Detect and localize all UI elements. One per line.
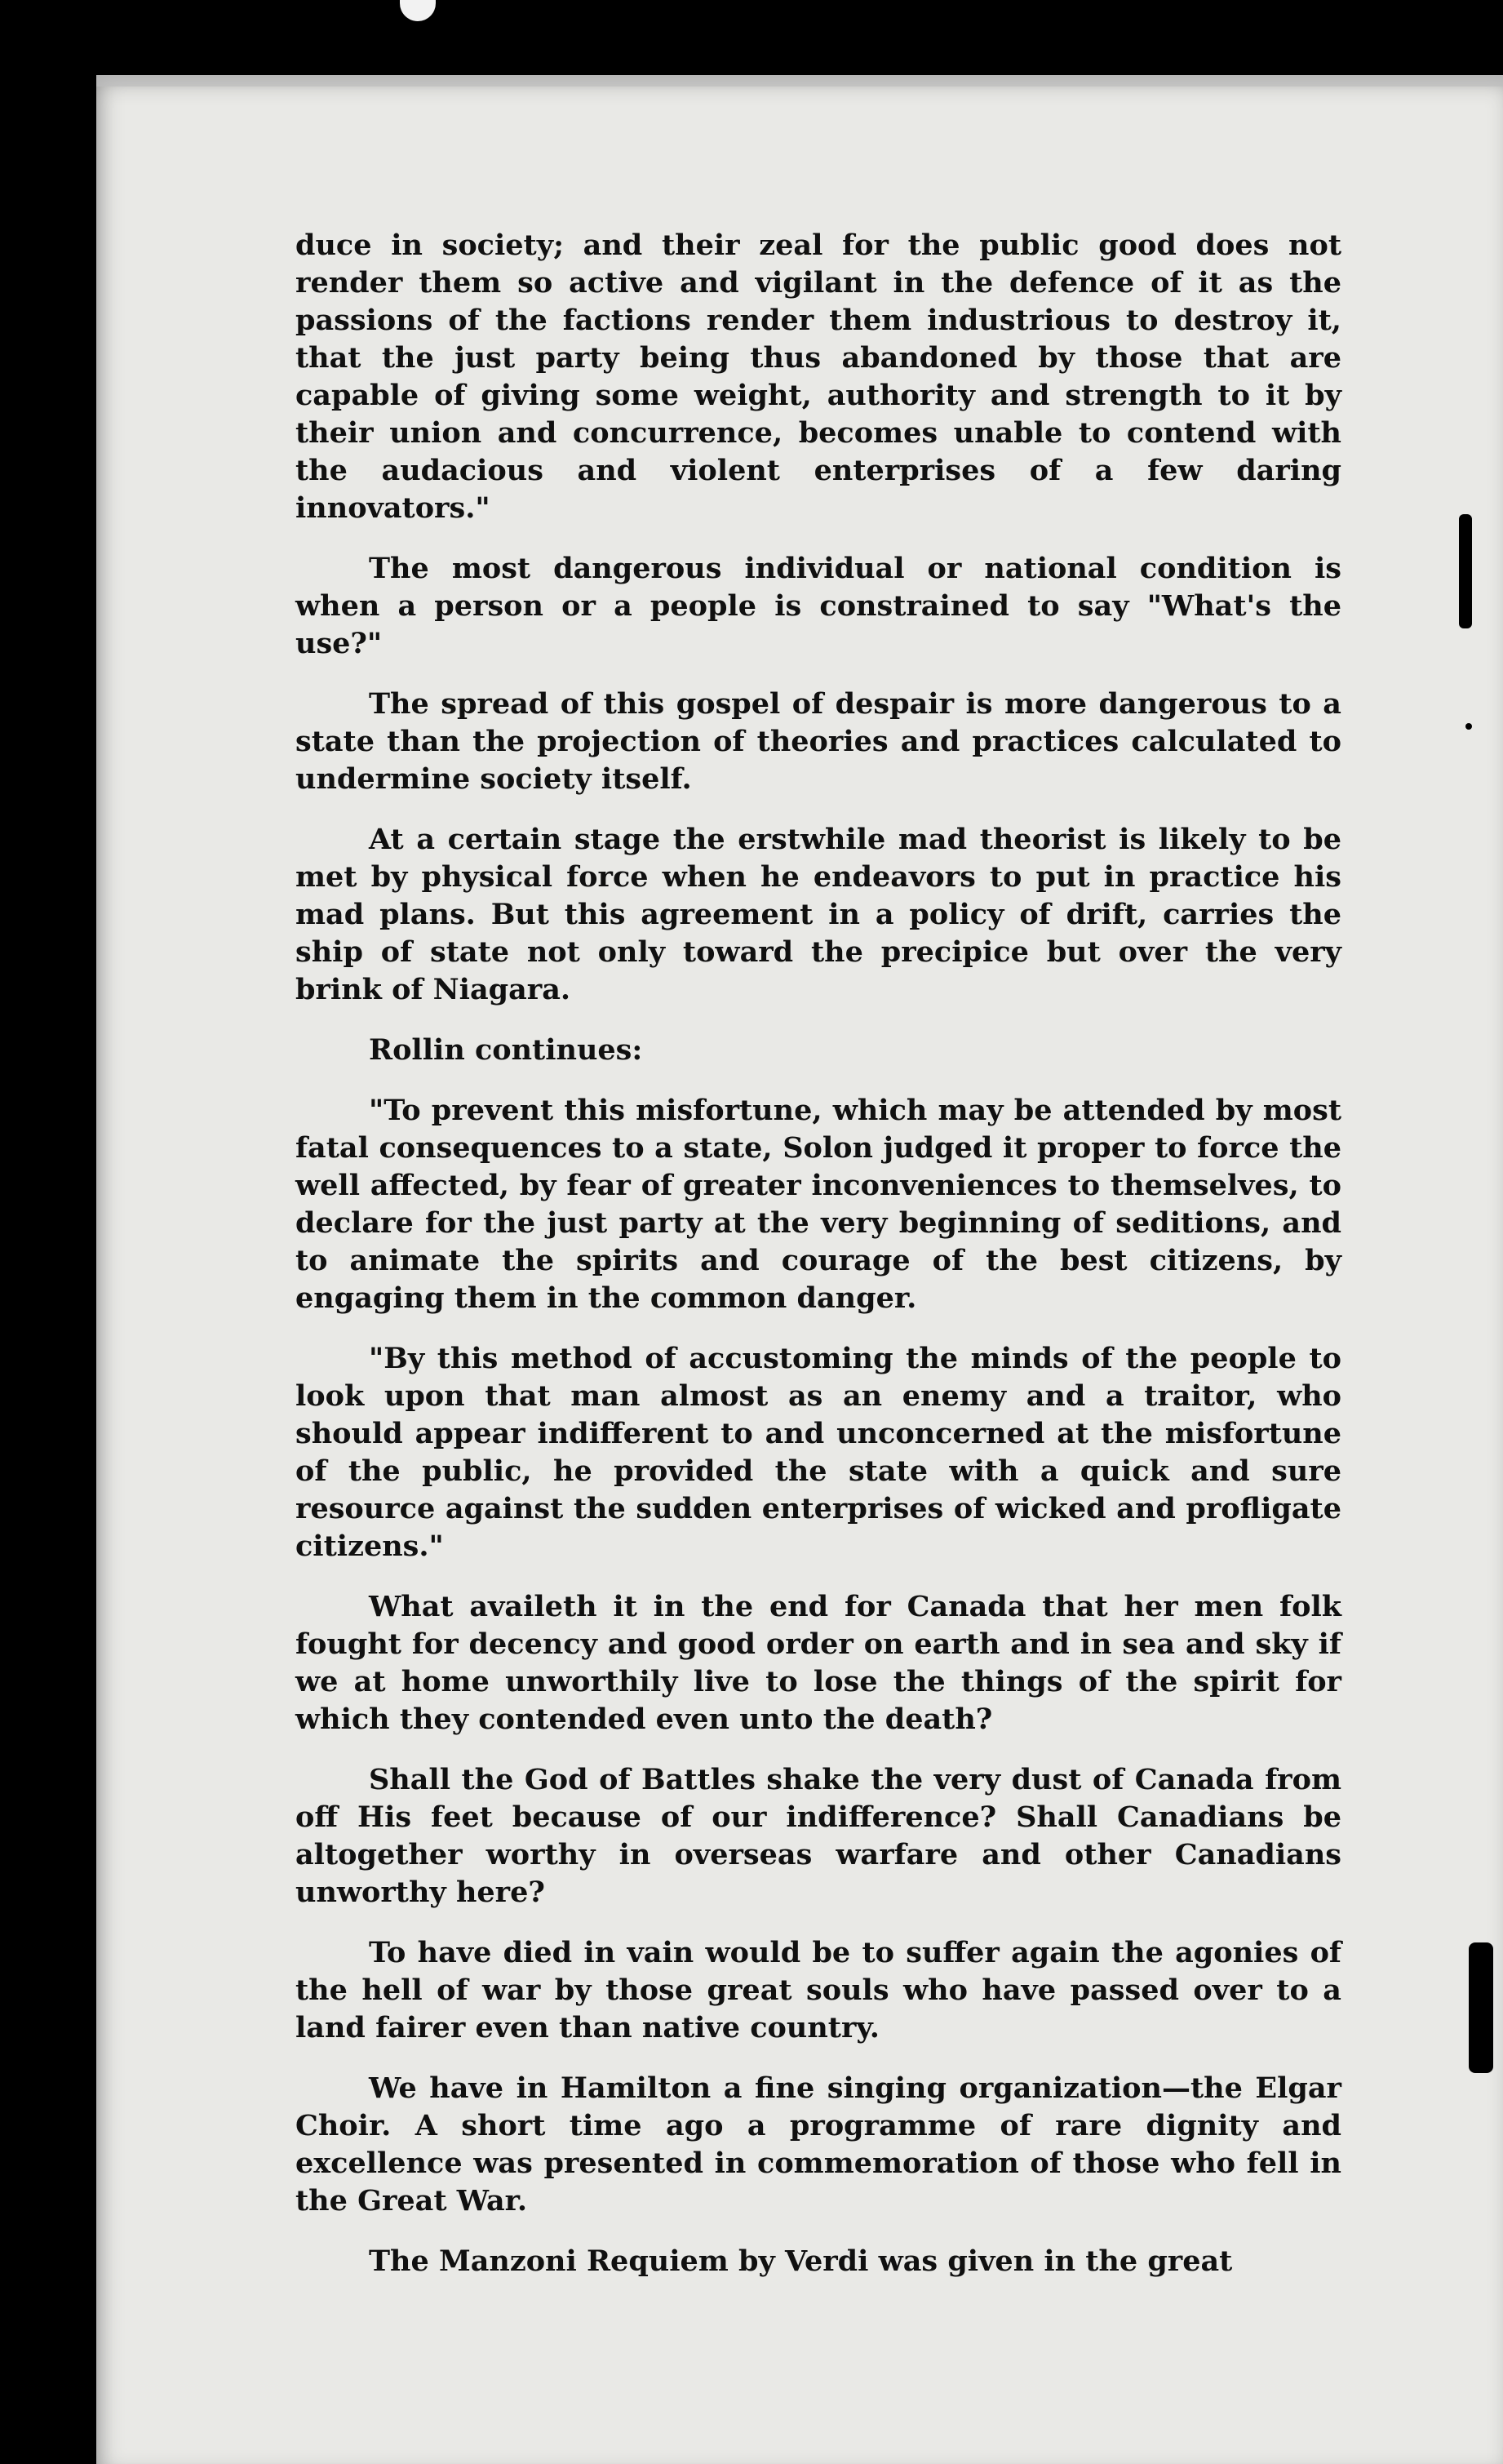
paragraph: At a certain stage the erstwhile mad theorist is likely to be met by physical force when he endeavors to put in practice his mad plans. But this agreement in a policy of drift, carries the ship of state not only toward the precipice but over the very brink of Niagara. <box>295 823 1341 1006</box>
quoted-paragraph: "By this method of accustoming the minds of the people to look upon that man almost as an enemy and a traitor, who should appear indifferent to and unconcerned at the misfortune of the public, he provided the state with a quick and sure resource against the sudden enterprises of wicked and profligate citizens." <box>295 1342 1341 1563</box>
paragraph: We have in Hamilton a fine singing organization—the Elgar Choir. A short time ago a programme of rare dignity and excellence was presented in commemoration of those who fell in the Great War. <box>295 2071 1341 2218</box>
scan-artifact <box>1465 723 1472 730</box>
paragraph: The most dangerous individual or national condition is when a person or a people is constrained to say "What's the use?" <box>295 552 1341 660</box>
scan-artifact <box>1469 1942 1493 2073</box>
quoted-paragraph: "To prevent this misfortune, which may be attended by most fatal consequences to a state, Solon judged it proper to force the well affected, by fear of greater inconveniences to themselves, to declare for the just party at the very beginning of seditions, and to animate the spirits and courage of the best citizens, by engaging them in the common danger. <box>295 1094 1341 1315</box>
scan-artifact <box>1459 514 1472 628</box>
paragraph: Shall the God of Battles shake the very dust of Canada from off His feet because of our indifference? Shall Canadians be altogether worthy in overseas warfare and other Canadians unworthy here? <box>295 1763 1341 1909</box>
scan-border-mark <box>400 0 436 21</box>
paragraph: The Manzoni Requiem by Verdi was given in the great <box>369 2244 1233 2278</box>
paragraph-continuation: duce in society; and their zeal for the public good does not render them so active and vigilant in the defence of it as the passions of the factions render them industrious to destroy it, that the just party being thus abandoned by those that are capable of giving some weight, authority and strength to it by their union and concurrence, becomes unable to contend with the audacious and violent enterprises of a few daring innovators." <box>295 229 1341 525</box>
paragraph: Rollin continues: <box>369 1033 643 1067</box>
paragraph: What availeth it in the end for Canada that her men folk fought for decency and good order on earth and in sea and sky if we at home unworthily live to lose the things of the spirit for which they contended even unto the death? <box>295 1590 1341 1736</box>
paragraph: To have died in vain would be to suffer again the agonies of the hell of war by those great souls who have passed over to a land fairer even than native country. <box>295 1936 1341 2044</box>
paragraph: The spread of this gospel of despair is more dangerous to a state than the projection of theories and practices calculated to undermine society itself. <box>295 687 1341 796</box>
page-top-edge <box>96 75 1503 87</box>
body-text <box>295 227 1341 2303</box>
